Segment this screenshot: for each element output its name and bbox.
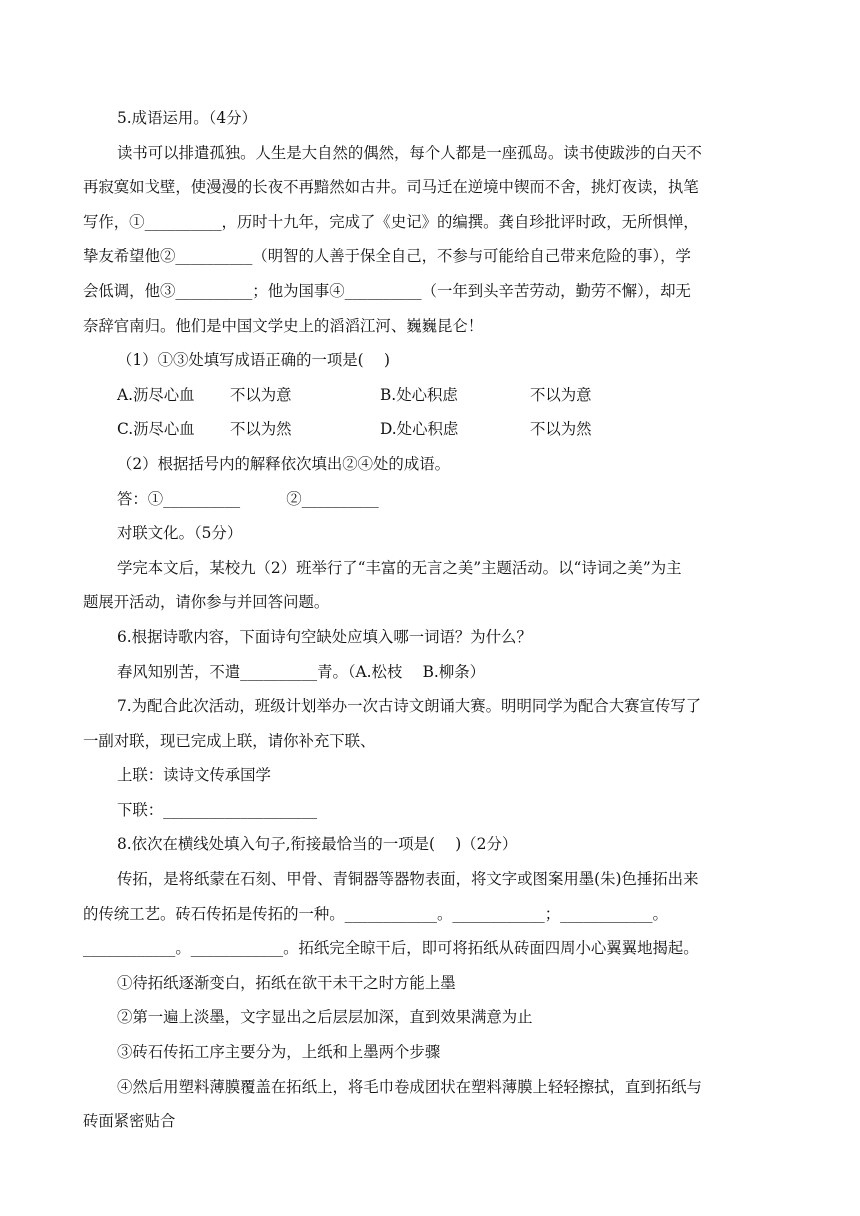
- option-c-second: 不以为然: [230, 420, 292, 439]
- q8-title: 8.依次在横线处填入句子,衔接最恰当的一项是( )（2分）: [117, 835, 518, 854]
- couplet-intro-line-2: 题展开活动，请你参与并回答问题。: [83, 593, 330, 612]
- q8-item-2: ②第一遍上淡墨，文字显出之后层层加深，直到效果满意为止: [117, 1008, 533, 1027]
- option-c-first: C.沥尽心血: [117, 420, 195, 439]
- option-b-first: B.处心积虑: [380, 385, 458, 404]
- q5-sub-question-2: （2）根据括号内的解释依次填出②④处的成语。: [117, 454, 450, 473]
- q8-passage-line-2: 的传统工艺。砖石传拓是传拓的一种。____________。____________；____________。: [83, 904, 668, 923]
- document-content: [83, 101, 782, 1139]
- q8-passage-line-1: 传拓，是将纸蒙在石刻、甲骨、青铜器等器物表面，将文字或图案用墨(朱)色捶拓出来: [117, 870, 699, 889]
- couplet-section-title: 对联文化。（5分）: [117, 524, 243, 543]
- q5-passage-line-2: 再寂寞如戈壁，使漫漫的长夜不再黯然如古井。司马迁在逆境中锲而不舍，挑灯夜读，执笔: [83, 178, 699, 197]
- q7-question-line-1: 7.为配合此次活动，班级计划举办一次古诗文朗诵大赛。明明同学为配合大赛宣传写了: [117, 697, 702, 716]
- q5-sub-question-1: （1）①③处填写成语正确的一项是( ): [117, 351, 390, 370]
- upper-couplet: 上联：读诗文传承国学: [117, 766, 271, 785]
- couplet-intro-line-1: 学完本文后，某校九（2）班举行了“丰富的无言之美”主题活动。以“诗词之美”为主: [117, 558, 682, 577]
- q5-options-row-1: [117, 378, 782, 413]
- option-d-second: 不以为然: [530, 420, 592, 439]
- lower-couplet-blank: 下联：____________________: [117, 800, 318, 819]
- option-b-second: 不以为意: [530, 385, 592, 404]
- q8-item-1: ①待拓纸逐渐变白，拓纸在欲干未干之时方能上墨: [117, 973, 456, 992]
- q8-item-4-line-1: ④然后用塑料薄膜覆盖在拓纸上，将毛巾卷成团状在塑料薄膜上轻轻擦拭，直到拓纸与: [117, 1077, 702, 1096]
- q5-passage-line-6: 奈辞官南归。他们是中国文学史上的滔滔江河、巍巍昆仑！: [83, 316, 484, 335]
- option-a-first: A.沥尽心血: [117, 385, 195, 404]
- option-d-first: D.处心积虑: [380, 420, 459, 439]
- q8-item-3: ③砖石传拓工序主要分为，上纸和上墨两个步骤: [117, 1043, 441, 1062]
- q5-title: 5.成语运用。（4分）: [117, 109, 257, 127]
- q8-item-4-line-2: 砖面紧密贴合: [83, 1112, 176, 1131]
- q5-options-row-2: [117, 412, 782, 447]
- q6-question: 6.根据诗歌内容，下面诗句空缺处应填入哪一词语？为什么？: [117, 627, 532, 646]
- q5-passage-line-3: 写作，①__________，历时十九年，完成了《史记》的编撰。龚自珍批评时政，无所惧惮，: [83, 212, 699, 231]
- q5-passage-line-4: 挚友希望他②__________（明智的人善于保全自己，不参与可能给自己带来危险的事），学: [83, 247, 691, 266]
- option-a-second: 不以为意: [230, 385, 292, 404]
- q6-poem-line: 春风知别苦，不遣__________青。（A.松枝 B.柳条）: [117, 662, 485, 681]
- q7-question-line-2: 一副对联，现已完成上联，请你补充下联、: [83, 731, 376, 750]
- q5-passage-line-5: 会低调，他③__________；他为国事④__________（一年到头辛苦劳动，勤劳不懈），却无: [83, 281, 691, 300]
- q5-passage-line-1: 读书可以排遣孤独。人生是大自然的偶然，每个人都是一座孤岛。读书使跋涉的白天不: [117, 143, 702, 162]
- q8-passage-line-3: ____________。____________。拓纸完全晾干后，即可将拓纸从砖面四周小心翼翼地揭起。: [83, 939, 699, 958]
- q5-answer-line: 答：①__________ ②__________: [117, 489, 379, 508]
